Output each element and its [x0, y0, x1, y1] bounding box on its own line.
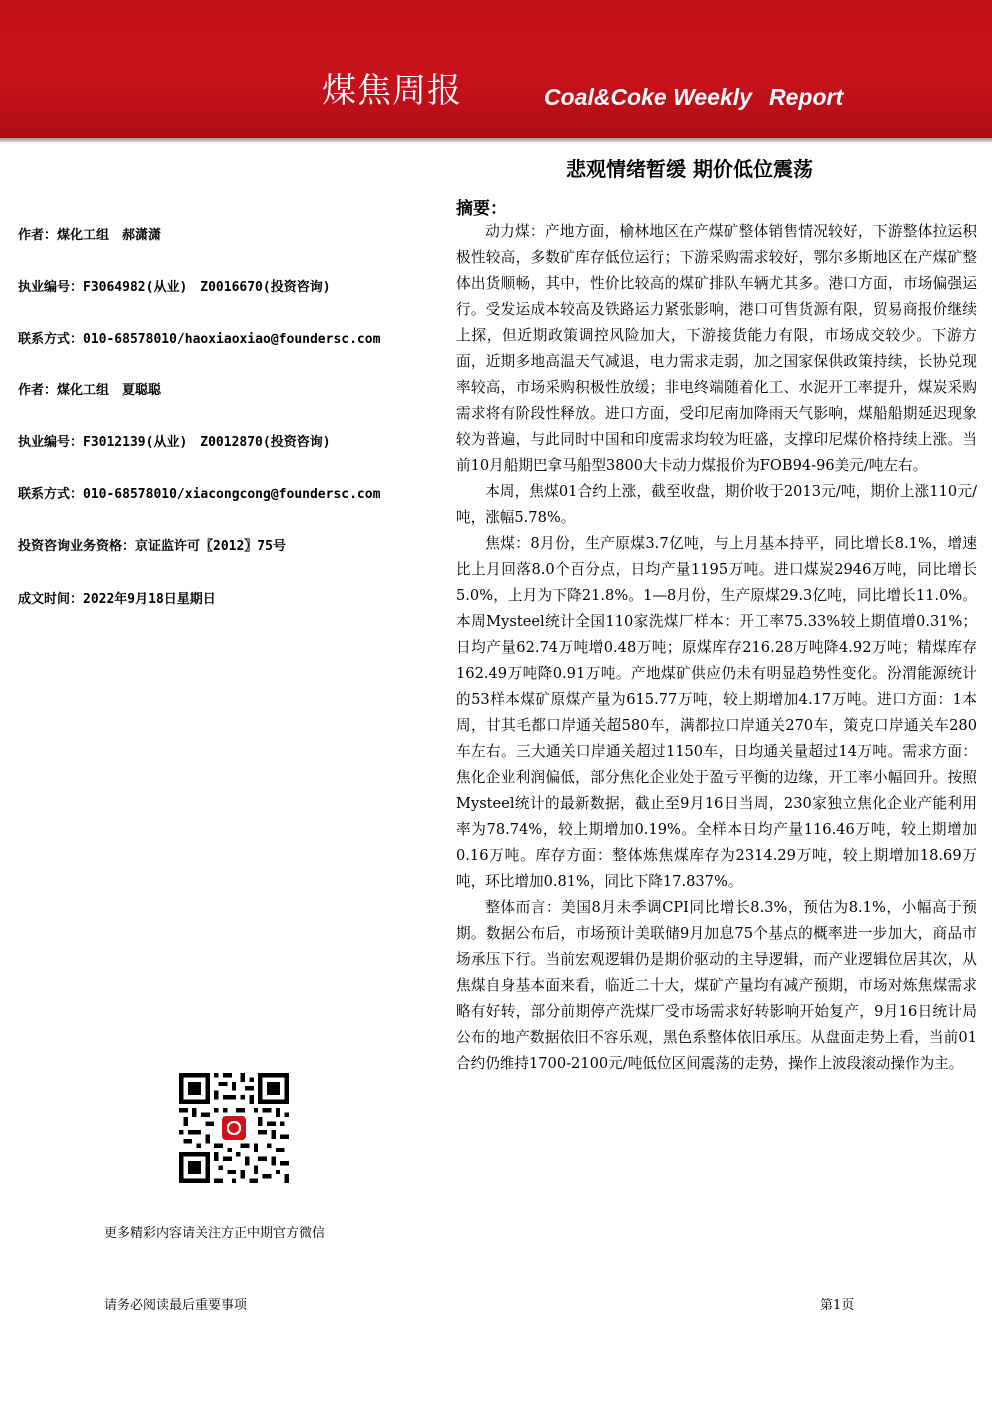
author-1: 作者：煤化工组 郝潇潇: [18, 228, 162, 243]
page-number: 第1页: [820, 1298, 855, 1313]
qr-caption: 更多精彩内容请关注方正中期官方微信: [104, 1226, 326, 1241]
paragraph-coking-coal: 焦煤：8月份，生产原煤3.7亿吨，与上月基本持平，同比增长8.1%，增速比上月回落8.0个百分点，日均产量1195万吨。进口煤炭2946万吨，同比增长5.0%，上月为下降21.8%。1—8月份，生产原煤29.3亿吨，同比增长11.0%。本周Mysteel统计全国110家洗煤厂样本：开工率75.33%较上期值增0.31%；日均产量62.74万吨增0.48万吨；原煤库存216.28万吨降4.92万吨；精煤库存162.49万吨降0.91万吨。产地煤矿供应仍未有明显趋势性变化。汾渭能源统计的53样本煤矿原煤产量为615.77万吨，较上期增加4.17万吨。进口方面：1本周，甘其毛都口岸通关超580车，满都拉口岸通关270车，策克口岸通关车280车左右。三大通关口岸通关超过1150车，日均通关量超过14万吨。需求方面：焦化企业利润偏低，部分焦化企业处于盈亏平衡的边缘，开工率小幅回升。按照Mysteel统计的最新数据，截止至9月16日当周，230家独立焦化企业产能利用率为78.74%，较上期增加0.19%。全样本日均产量116.46万吨，较上期增加0.16万吨。库存方面：整体炼焦煤库存为2314.29万吨，较上期增加18.69万吨，环比增加0.81%，同比下降17.837%。: [456, 535, 977, 890]
paragraph-futures: 本周，焦煤01合约上涨，截至收盘，期价收于2013元/吨，期价上涨110元/吨，涨幅5.78%。: [456, 483, 977, 526]
header-divider: [0, 138, 992, 142]
report-title-en-suffix: Report: [769, 84, 844, 110]
page-title: 悲观情绪暂缓 期价低位震荡: [566, 157, 813, 181]
author-2: 作者：煤化工组 夏聪聪: [18, 383, 162, 398]
paragraph-overall: 整体而言：美国8月未季调CPI同比增长8.3%，预估为8.1%，小幅高于预期。数据公布后，市场预计美联储9月加息75个基点的概率进一步加大，商品市场承压下行。当前宏观逻辑仍是期价驱动的主导逻辑，而产业逻辑位居其次，从焦煤自身基本面来看，临近二十大，煤矿产量均有减产预期，市场对炼焦煤需求略有好转，部分前期停产洗煤厂受市场需求好转影响开始复产，9月16日统计局公布的地产数据依旧不容乐观，黑色系整体依旧承压。从盘面走势上看，当前01合约仍维持1700-2100元/吨低位区间震荡的走势，操作上波段滚动操作为主。: [456, 899, 977, 1072]
contact-2[interactable]: 联系方式：010-68578010/xiacongcong@foundersc.com: [18, 487, 381, 502]
header-banner: [0, 0, 992, 138]
summary-body: [456, 219, 977, 1077]
footer-notice: 请务必阅读最后重要事项: [104, 1298, 248, 1313]
paragraph-thermal-coal: 动力煤：产地方面，榆林地区在产煤矿整体销售情况较好，下游整体拉运积极性较高，多数矿库存低位运行；下游采购需求较好，鄂尔多斯地区在产煤矿整体出货顺畅，其中，性价比较高的煤矿排队车辆尤其多。港口方面，市场偏强运行。受发运成本较高及铁路运力紧张影响，港口可售货源有限，贸易商报价继续上探，但近期政策调控风险加大，下游接货能力有限，市场成交较少。下游方面，近期多地高温天气减退，电力需求走弱，加之国家保供政策持续，长协兑现率较高，市场采购积极性放缓；非电终端随着化工、水泥开工率提升，煤炭采购需求将有阶段性释放。进口方面，受印尼南加降雨天气影响，煤船船期延迟现象较为普遍，与此同时中国和印度需求均较为旺盛，支撑印尼煤价格持续上涨。当前10月船期巴拿马船型3800大卡动力煤报价为FOB94-96美元/吨左右。: [456, 223, 977, 474]
summary-heading: 摘要：: [456, 199, 507, 219]
contact-1[interactable]: 联系方式：010-68578010/haoxiaoxiao@foundersc.com: [18, 332, 381, 347]
license-1: 执业编号：F3064982(从业) Z0016670(投资咨询): [18, 280, 331, 295]
wechat-qr-code: [179, 1073, 289, 1183]
qualification: 投资咨询业务资格：京证监许可〖2012〗75号: [18, 539, 286, 554]
report-date: 成文时间：2022年9月18日星期日: [18, 592, 216, 607]
report-title-cn: 煤焦周报: [322, 71, 462, 111]
report-title-en: Coal&Coke Weekly: [544, 84, 752, 110]
license-2: 执业编号：F3012139(从业) Z0012870(投资咨询): [18, 435, 331, 450]
